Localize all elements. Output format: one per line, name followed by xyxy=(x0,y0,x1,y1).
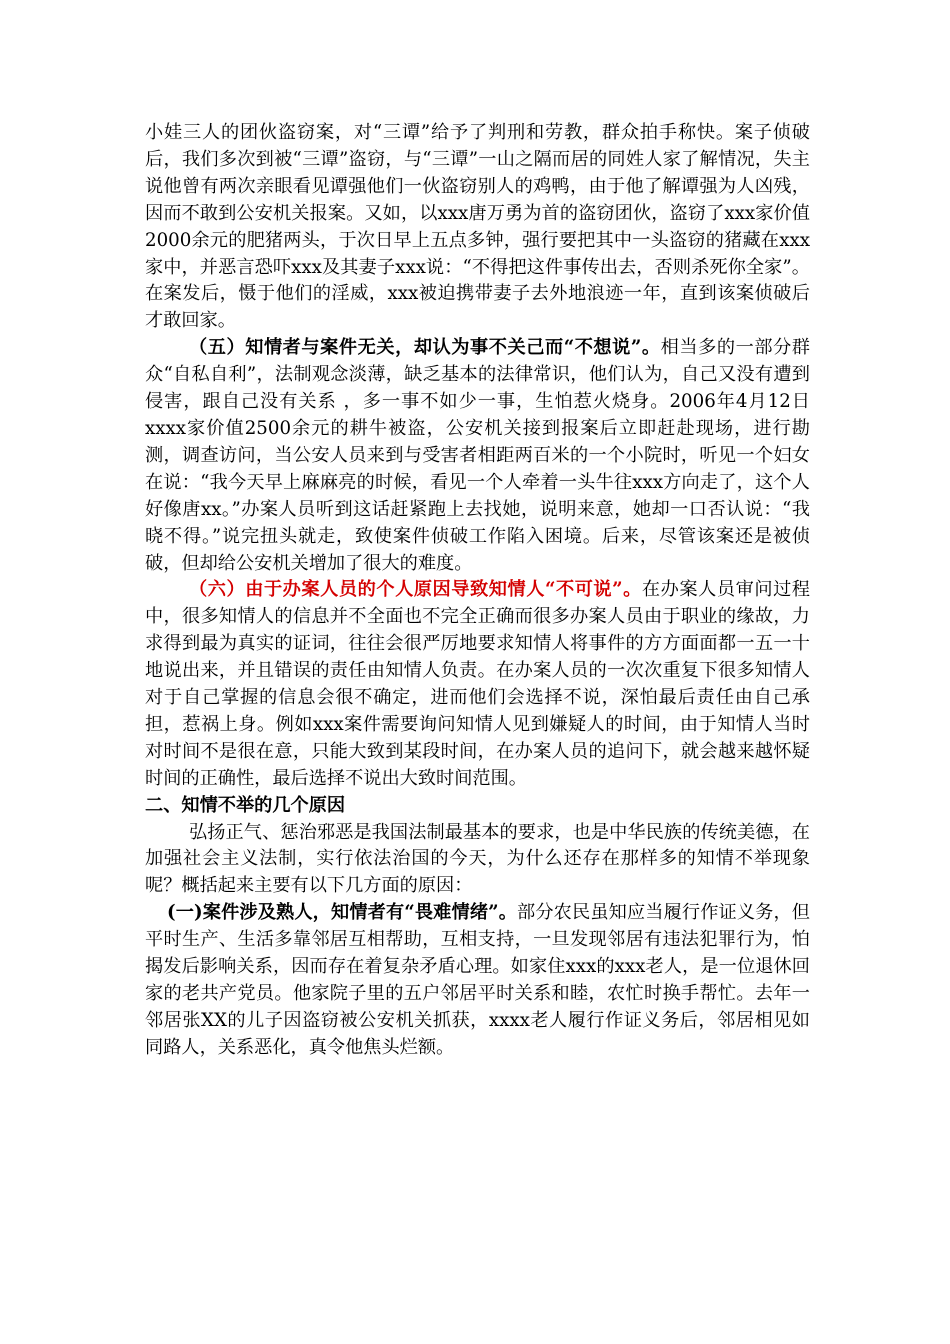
section-1-heading: (一)案件涉及熟人，知情者有“畏难情绪”。 xyxy=(167,902,518,924)
section-5-heading: （五）知情者与案件无关，却认为事不关己而“不想说”。 xyxy=(189,337,661,359)
section-6-heading: （六）由于办案人员的个人原因导致知情人“不可说”。 xyxy=(189,579,642,601)
paragraph-2 xyxy=(145,335,810,577)
paragraph-text: 小娃三人的团伙盗窃案，对“三谭”给予了判刑和劳教，群众拍手称快。案子侦破后，我们多次到被“三谭”盗窃，与“三谭”一山之隔而居的同姓人家了解情况，失主说他曾有两次亲眼看见谭强他们一伙盗窃别人的鸡鸭，由于他了解谭强为人凶残，因而不敢到公安机关报案。又如，以xxx唐万勇为首的盗窃团伙，盗窃了xxx家价值2000余元的肥猪两头，于次日早上五点多钟，强行要把其中一头盗窃的猪藏在xxx家中，并恶言恐吓xxx及其妻子xxx说：“不得把这件事传出去，否则杀死你全家”。在案发后，慑于他们的淫威，xxx被迫携带妻子去外地浪迹一年，直到该案侦破后才敢回家。 xyxy=(145,122,810,332)
document-page xyxy=(145,120,810,1062)
chapter-2-heading: 二、知情不举的几个原因 xyxy=(145,794,346,816)
paragraph-5 xyxy=(145,900,810,1061)
paragraph-1 xyxy=(145,120,810,335)
paragraph-text: 部分农民虽知应当履行作证义务，但平时生产、生活多靠邻居互相帮助，互相支持，一旦发现邻居有违法犯罪行为，怕揭发后影响关系，因而存在着复杂矛盾心理。如家住xxx的xxx老人，是一位退休回家的老共产党员。他家院子里的五户邻居平时关系和睦，农忙时换手帮忙。去年一邻居张XX的儿子因盗窃被公安机关抓获，xxxx老人履行作证义务后，邻居相见如同路人，关系恶化，真令他焦头烂额。 xyxy=(145,902,810,1058)
paragraph-3 xyxy=(145,577,810,792)
paragraph-text: 在办案人员审问过程中，很多知情人的信息并不全面也不完全正确而很多办案人员由于职业的缘故，力求得到最为真实的证词，往往会很严厉地要求知情人将事件的方方面面都一五一十地说出来，并且错误的责任由知情人负责。在办案人员的一次次重复下很多知情人对于自己掌握的信息会很不确定，进而他们会选择不说，深怕最后责任由自己承担，惹祸上身。例如xxx案件需要询问知情人见到嫌疑人的时间，由于知情人当时对时间不是很在意，只能大致到某段时间，在办案人员的追问下，就会越来越怀疑时间的正确性，最后选择不说出大致时间范围。 xyxy=(145,579,810,789)
paragraph-4 xyxy=(145,820,810,901)
paragraph-text: 相当多的一部分群众“自私自利”，法制观念淡薄，缺乏基本的法律常识，他们认为，自己又没有遭到侵害，跟自己没有关系 ，多一事不如少一事，生怕惹火烧身。2006年4月12日xxxx家价值2500余元的耕牛被盗，公安机关接到报案后立即赶赴现场，进行勘测，调查访问，当公安人员来到与受害者相距两百米的一个小院时，听见一个妇女在说：“我今天早上麻麻亮的时候，看见一个人牵着一头牛往xxx方向走了，这个人好像唐xx。”办案人员听到这话赶紧跑上去找她，说明来意，她却一口否认说：“我晓不得。”说完扭头就走，致使案件侦破工作陷入困境。后来，尽管该案还是被侦破，但却给公安机关增加了很大的难度。 xyxy=(145,337,810,574)
paragraph-text: 弘扬正气、惩治邪恶是我国法制最基本的要求，也是中华民族的传统美德，在加强社会主义法制，实行依法治国的今天，为什么还存在那样多的知情不举现象呢？概括起来主要有以下几方面的原因： xyxy=(145,821,810,897)
